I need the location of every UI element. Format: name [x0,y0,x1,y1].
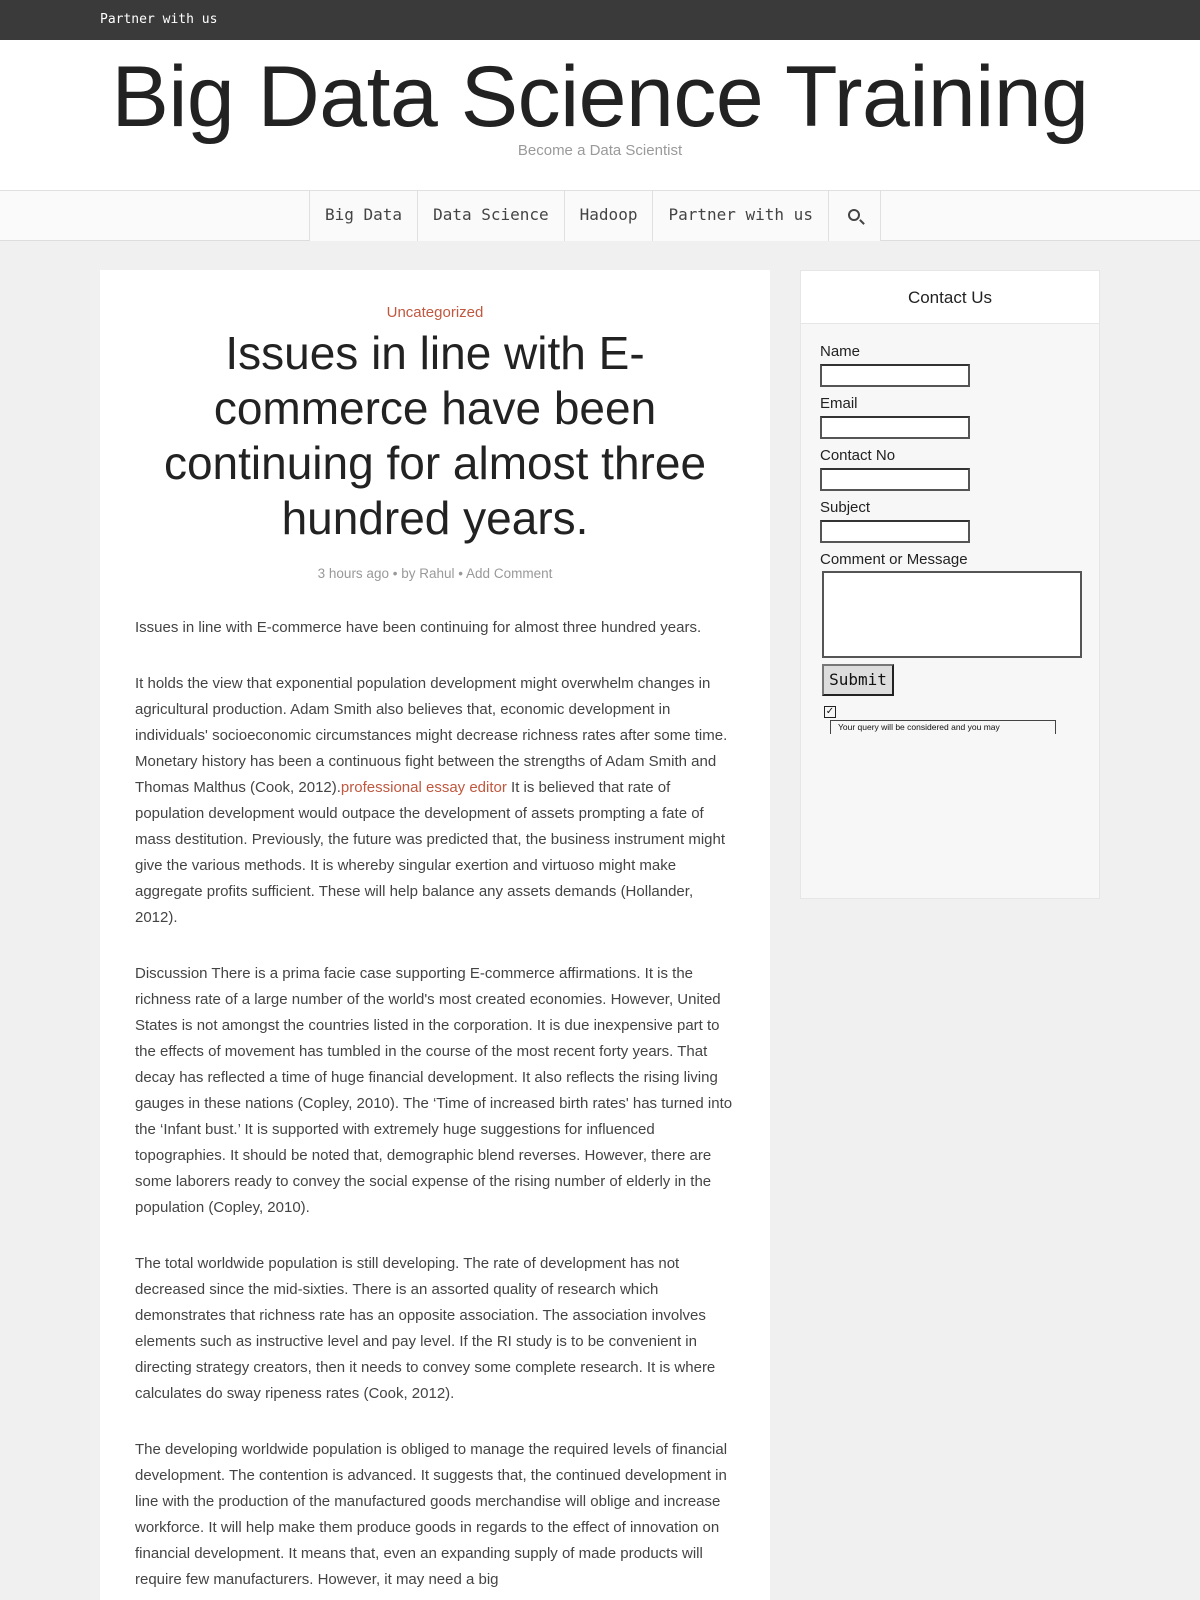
post-meta [100,566,770,581]
meta-separator: • [458,566,464,581]
submit-button[interactable]: Submit [822,664,894,696]
name-label: Name [820,343,861,360]
article [100,270,770,1600]
message-textarea[interactable] [822,571,1082,658]
subject-field[interactable] [820,520,970,543]
contact-form [820,343,1082,734]
search-icon [848,209,860,221]
site-tagline: Become a Data Scientist [517,142,683,159]
post-time: 3 hours ago [317,566,389,581]
consent-text: Your query will be considered and you may [830,720,1056,734]
post-title: Issues in line with E-commerce have been continuing for almost three hundred years. [163,327,707,544]
nav-item-hadoop[interactable]: Hadoop [565,191,654,241]
nav-item-data-science[interactable]: Data Science [418,191,565,241]
paragraph: Discussion There is a prima facie case supporting E-commerce affirmations. It is the richness rate of a large number of the world's most created economies. However, United States is not amongst the countries listed in the corporation. It is due inexpensive part to the effects of movement has tumbled in the course of the most recent forty years. That decay has reflected a time of huge financial development. It also reflects the rising living gauges in these nations (Copley, 2010). The ‘Time of increased birth rates' has turned into the ‘Infant bust.’ It is supported with extremely huge suggestions for influenced topographies. It should be noted that, demographic blend reverses. However, there are some laborers ready to convey the social expense of the rising number of elderly in the population (Copley, 2010). [135,965,733,1216]
main-nav [0,190,1200,241]
nav-item-big-data[interactable]: Big Data [310,191,418,241]
paragraph: The developing worldwide population is obliged to manage the required levels of financial development. The contention is advanced. It suggests that, the continued development in line with the production of the manufactured goods merchandise will oblige and increase workforce. It will help make them produce goods in regards to the effect of innovation on financial development. It means that, even an expanding supply of made products will require few manufacturers. However, it may need a big [135,1441,728,1588]
essay-editor-link[interactable]: professional essay editor [340,779,507,796]
post-author[interactable]: by Rahul [401,566,455,581]
paragraph-text: It is believed that rate of population development would outpace the development of assets prompting a fate of mass destitution. Previously, the future was predicted that, the business instrument might give the various methods. It is whereby singular exertion and virtuoso might make aggregate profits sufficient. These will help balance any assets demands (Hollander, 2012). [135,779,726,926]
site-header [0,40,1200,190]
contact-label: Contact No [820,447,896,464]
message-label: Comment or Message [820,551,968,568]
paragraph-text: It holds the view that exponential population development might overwhelm changes in agricultural production. Adam Smith also believes that, economic development in individuals' socioeconomic circumstances might decrease richness rates after some time. Monetary history has been a continuous fight between the strengths of Adam Smith and Thomas Malthus (Cook, 2012). [135,675,728,796]
sidebar-contact-widget [800,270,1100,899]
nav-item-partner[interactable]: Partner with us [653,191,829,241]
name-field[interactable] [820,364,970,387]
post-content [135,615,737,1600]
subject-label: Subject [820,499,871,516]
paragraph: Issues in line with E-commerce have been continuing for almost three hundred years. [135,619,702,636]
meta-separator: • [392,566,398,581]
nav-search-button[interactable] [829,191,881,241]
email-label: Email [820,395,858,412]
widget-title: Contact Us [801,271,1099,324]
paragraph: The total worldwide population is still developing. The rate of development has not decreased since the mid-sixties. There is an assorted quality of research which demonstrates that richness rate has an opposite association. The association involves elements such as instructive level and pay level. If the RI study is to be convenient in directing strategy creators, then it needs to convey some complete research. It is where calculates do sway ripeness rates (Cook, 2012). [135,1255,716,1402]
post-category[interactable]: Uncategorized [386,304,484,321]
consent-checkbox[interactable]: ✓ [825,706,835,717]
add-comment-link[interactable]: Add Comment [466,566,553,581]
contact-field[interactable] [820,468,970,491]
top-bar [0,0,1200,40]
email-field[interactable] [820,416,970,439]
site-title[interactable]: Big Data Science Training [111,49,1089,145]
paragraph [135,671,737,931]
topbar-partner-link[interactable]: Partner with us [100,12,218,27]
